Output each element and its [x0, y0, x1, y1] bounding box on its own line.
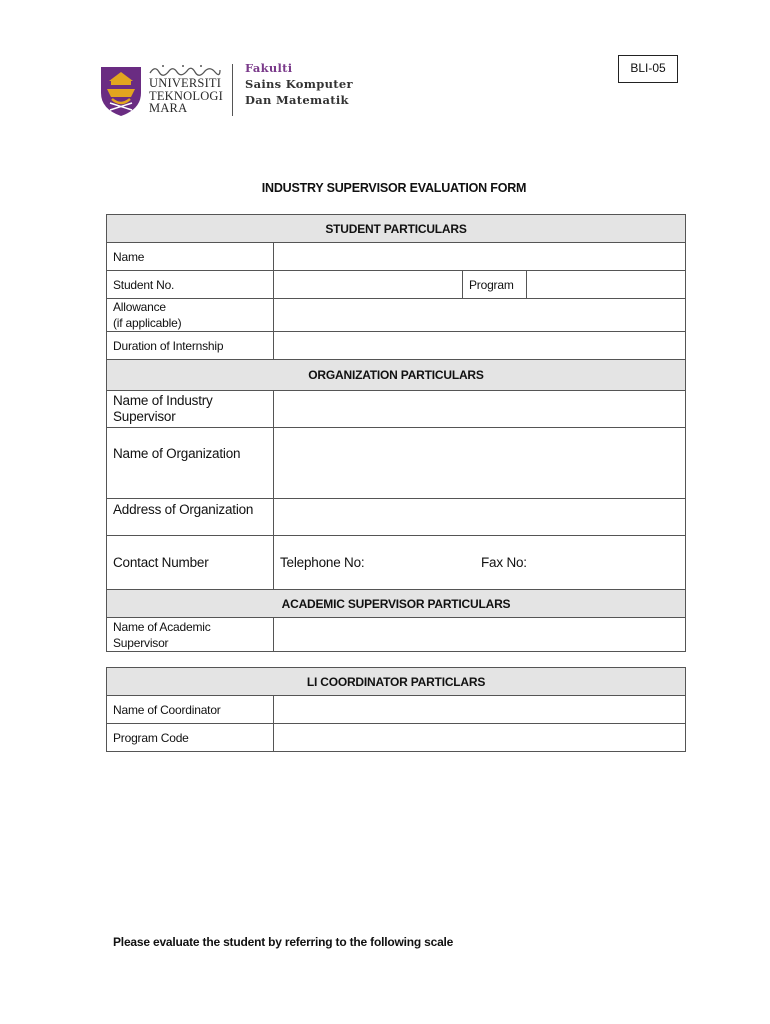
university-line-3: MARA	[149, 101, 188, 115]
allowance-label	[107, 299, 274, 332]
university-wordmark	[149, 63, 229, 115]
industry-supervisor-field[interactable]	[274, 391, 686, 428]
organization-name-field[interactable]	[274, 428, 686, 499]
academic-supervisor-label-line-1: Name of Academic	[113, 619, 211, 634]
program-code-field[interactable]	[274, 724, 686, 752]
academic-section-heading: ACADEMIC SUPERVISOR PARTICULARS	[107, 590, 686, 618]
form-title: INDUSTRY SUPERVISOR EVALUATION FORM	[261, 181, 527, 195]
faculty-line-3: Dan Matematik	[245, 93, 349, 107]
allowance-label-line-1: Allowance	[113, 300, 166, 314]
student-section-heading: STUDENT PARTICULARS	[107, 215, 686, 243]
university-line-2: TEKNOLOGI	[149, 88, 224, 103]
duration-field[interactable]	[274, 332, 686, 360]
coordinator-name-field[interactable]	[274, 696, 686, 724]
coordinator-section-heading: LI COORDINATOR PARTICLARS	[107, 668, 686, 696]
industry-supervisor-label	[107, 391, 274, 428]
organization-address-field[interactable]	[274, 499, 686, 536]
university-line-1: UNIVERSITI	[149, 76, 222, 90]
industry-supervisor-label-line-2: Supervisor	[113, 409, 176, 424]
industry-supervisor-label-line-1: Name of Industry	[113, 393, 213, 408]
organization-section-heading: ORGANIZATION PARTICULARS	[107, 360, 686, 391]
coordinator-table	[106, 667, 686, 752]
faculty-line-1: Fakulti	[245, 61, 293, 75]
contact-number-field[interactable]	[274, 536, 686, 590]
organization-name-label: Name of Organization	[107, 428, 274, 499]
evaluation-instruction: Please evaluate the student by referring to the following scale	[113, 935, 454, 949]
telephone-label: Telephone No:	[280, 555, 365, 570]
academic-supervisor-label-line-2: Supervisor	[113, 635, 169, 650]
duration-label: Duration of Internship	[107, 332, 274, 360]
faculty-name	[245, 60, 353, 108]
particulars-table	[106, 214, 686, 652]
uitm-crest-icon	[98, 63, 144, 117]
name-label: Name	[107, 243, 274, 271]
fax-label: Fax No:	[481, 555, 527, 570]
organization-address-label: Address of Organization	[107, 499, 274, 536]
program-field[interactable]	[527, 271, 686, 299]
student-no-label: Student No.	[107, 271, 274, 299]
coordinator-name-label: Name of Coordinator	[107, 696, 274, 724]
allowance-label-line-2: (if applicable)	[113, 316, 182, 330]
program-label: Program	[463, 271, 527, 299]
document-code-badge: BLI-05	[618, 55, 678, 83]
academic-supervisor-field[interactable]	[274, 618, 686, 652]
faculty-line-2: Sains Komputer	[245, 77, 353, 91]
program-code-label: Program Code	[107, 724, 274, 752]
name-field[interactable]	[274, 243, 686, 271]
academic-supervisor-label	[107, 618, 274, 652]
student-no-field[interactable]	[274, 271, 463, 299]
header-divider	[232, 64, 233, 116]
contact-number-label: Contact Number	[107, 536, 274, 590]
jawi-script-icon	[149, 63, 221, 77]
allowance-field[interactable]	[274, 299, 686, 332]
